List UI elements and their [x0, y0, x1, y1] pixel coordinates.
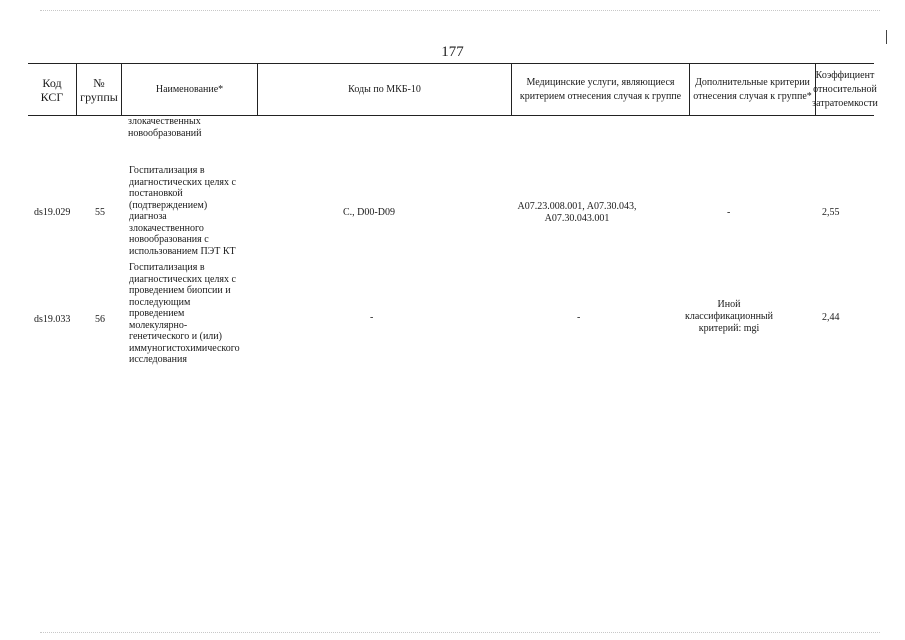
row-2-code: ds19.033 — [34, 314, 71, 325]
continuation-text: злокачественных новообразований — [128, 116, 202, 139]
row-2-mkb-codes: - — [370, 312, 374, 323]
row-2-coefficient: 2,44 — [822, 312, 840, 323]
row-2-name: Госпитализация в диагностических целях с проведением биопсии и последующим проведением молекулярно- генетического и (или) иммуногистохимического исследования — [129, 262, 240, 365]
row-2-services: - — [577, 312, 581, 323]
scan-artifact-line — [40, 632, 880, 633]
page-number: 177 — [441, 44, 464, 60]
header-mkb-codes: Коды по МКБ-10 — [258, 64, 512, 115]
row-1-extra-criteria: - — [727, 207, 731, 218]
row-2-group-number: 56 — [95, 314, 105, 325]
header-name: Наименование* — [122, 64, 258, 115]
scan-artifact-line — [40, 10, 880, 11]
row-2-extra-criteria: Иной классификационный критерий: mgi — [685, 299, 773, 334]
header-medical-services: Медицинские услуги, являющиеся критерием отнесения случая к группе — [512, 64, 690, 115]
row-1-services: A07.23.008.001, A07.30.043, A07.30.043.001 — [517, 201, 637, 224]
header-group-number: № группы — [77, 64, 122, 115]
scan-artifact-mark — [886, 30, 887, 44]
header-code-ksg: Код КСГ — [28, 64, 77, 115]
row-1-mkb-codes: C., D00-D09 — [343, 207, 395, 218]
row-1-group-number: 55 — [95, 207, 105, 218]
row-1-name: Госпитализация в диагностических целях с постановкой (подтверждением) диагноза злокачественного новообразования с использованием ПЭТ КТ — [129, 165, 236, 257]
table-header — [28, 63, 878, 116]
row-1-code: ds19.029 — [34, 207, 71, 218]
header-extra-criteria: Дополнительные критерии отнесения случая к группе* — [690, 64, 816, 115]
row-1-coefficient: 2,55 — [822, 207, 840, 218]
header-coefficient: Коэффициент относительной затратоемкости — [812, 69, 878, 109]
